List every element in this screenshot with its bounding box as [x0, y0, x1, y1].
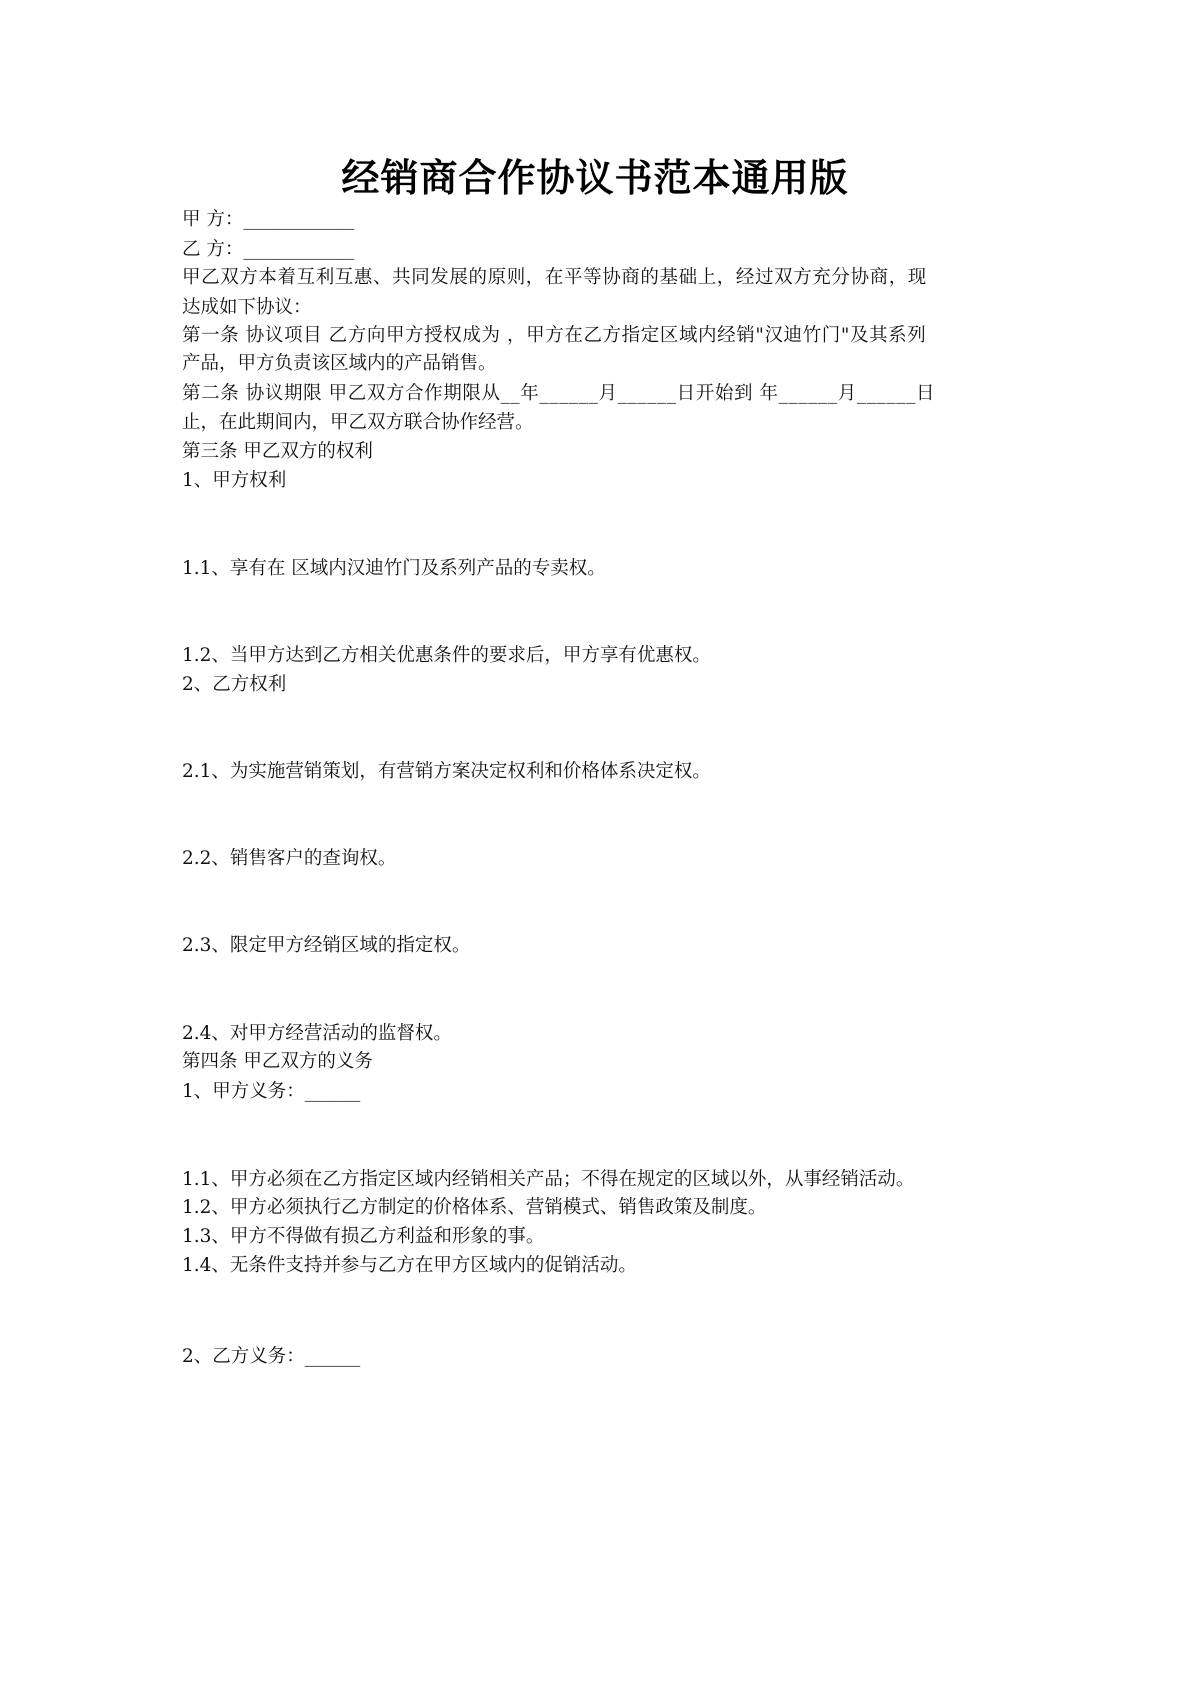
- party-b-right-2-3: 2.3、限定甲方经销区域的指定权。: [182, 935, 471, 956]
- party-b-blank: ____________: [243, 239, 355, 260]
- preamble-line-1: 甲乙双方本着互利互惠、共同发展的原则，在平等协商的基础上，经过双方充分协商，现: [182, 267, 927, 288]
- party-a-blank: ____________: [243, 209, 355, 230]
- party-a-line: [182, 206, 354, 234]
- party-a-duty-1-2: 1.2、甲方必须执行乙方制定的价格体系、营销模式、销售政策及制度。: [182, 1197, 767, 1218]
- party-a-rights-heading: 1、甲方权利: [182, 470, 287, 491]
- party-b-line: [182, 236, 354, 264]
- article1-line-2: 产品，甲方负责该区域内的产品销售。: [182, 353, 497, 374]
- party-b-label: 乙 方：: [182, 239, 244, 260]
- party-b-right-2-1: 2.1、为实施营销策划，有营销方案决定权利和价格体系决定权。: [182, 761, 711, 782]
- party-b-right-2-4: 2.4、对甲方经营活动的监督权。: [182, 1023, 452, 1044]
- party-b-duties-heading: 2、乙方义务：______: [182, 1346, 361, 1367]
- party-b-rights-heading: 2、乙方权利: [182, 674, 287, 695]
- document-title: 经销商合作协议书范本通用版: [341, 156, 849, 200]
- preamble-line-2: 达成如下协议：: [182, 297, 312, 318]
- article2-line-1: 第二条 协议期限 甲乙双方合作期限从__年______月______日开始到 年______月______日: [182, 383, 936, 404]
- article1-line-1: 第一条 协议项目 乙方向甲方授权成为 ，甲方在乙方指定区域内经销"汉迪竹门"及其系列: [182, 325, 927, 346]
- party-a-duty-1-1: 1.1、甲方必须在乙方指定区域内经销相关产品；不得在规定的区域以外，从事经销活动。: [182, 1169, 915, 1190]
- article2-line-2: 止，在此期间内，甲乙双方联合协作经营。: [182, 412, 534, 433]
- party-a-duty-1-4: 1.4、无条件支持并参与乙方在甲方区域内的促销活动。: [182, 1255, 637, 1276]
- party-a-right-1-2: 1.2、当甲方达到乙方相关优惠条件的要求后，甲方享有优惠权。: [182, 645, 711, 666]
- party-b-right-2-2: 2.2、销售客户的查询权。: [182, 848, 397, 869]
- party-a-label: 甲 方：: [182, 209, 244, 230]
- party-a-right-1-1: 1.1、享有在 区域内汉迪竹门及系列产品的专卖权。: [182, 558, 606, 579]
- article4-heading: 第四条 甲乙双方的义务: [182, 1051, 373, 1072]
- party-a-duties-heading: 1、甲方义务：______: [182, 1081, 361, 1102]
- party-a-duty-1-3: 1.3、甲方不得做有损乙方利益和形象的事。: [182, 1226, 545, 1247]
- article3-heading: 第三条 甲乙双方的权利: [182, 441, 373, 462]
